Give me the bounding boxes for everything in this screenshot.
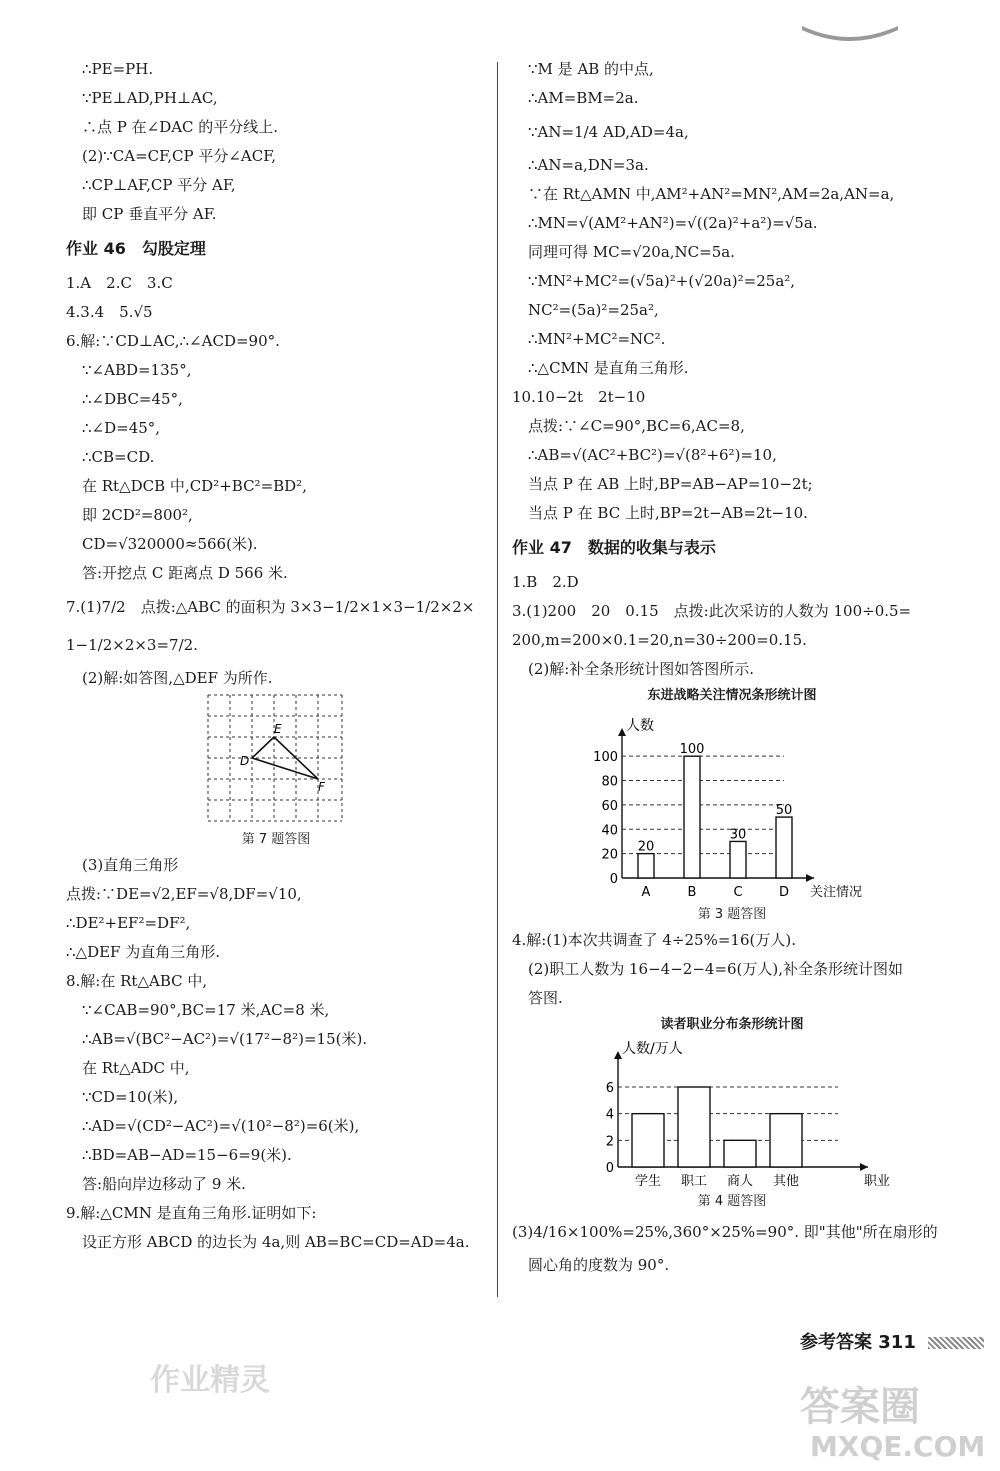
text-line: (2)∵CA=CF,CP 平分∠ACF,	[82, 147, 277, 165]
data-label: 100	[679, 742, 705, 758]
watermark-logo: 答案圈	[800, 1384, 920, 1430]
text-line: ∴AD=√(CD²−AC²)=√(10²−8²)=6(米),	[82, 1117, 360, 1135]
bar-chart-occupation	[582, 1037, 891, 1189]
section-heading-47: 作业 47 数据的收集与表示	[512, 538, 716, 557]
text-line: 在 Rt△DCB 中,CD²+BC²=BD²,	[82, 477, 307, 495]
grid-triangle-figure	[206, 693, 346, 825]
data-label: 50	[775, 803, 793, 819]
text-line: ∴CB=CD.	[82, 448, 155, 466]
text-line: ∴∠D=45°,	[82, 419, 161, 437]
text-line: ∴AB=√(BC²−AC²)=√(17²−8²)=15(米).	[82, 1030, 368, 1048]
y-tick-label: 60	[601, 798, 618, 814]
text-line: 1−1/2×2×3=7/2.	[66, 636, 198, 654]
bar	[724, 1140, 756, 1167]
footer-label: 参考答案	[800, 1332, 872, 1353]
text-line: ∴AM=BM=2a.	[528, 89, 639, 107]
page-footer	[800, 1328, 984, 1354]
text-line: ∴△DEF 为直角三角形.	[66, 943, 220, 961]
text-line: (2)职工人数为 16−4−2−4=6(万人),补全条形统计图如	[528, 960, 904, 978]
bar	[632, 1114, 664, 1167]
y-tick-label: 4	[605, 1107, 614, 1123]
y-axis-arrow	[618, 728, 626, 736]
data-label: 30	[729, 827, 747, 843]
x-tick-label: 商人	[726, 1174, 754, 1189]
text-line: 9.解:△CMN 是直角三角形.证明如下:	[66, 1204, 317, 1222]
text-line: 答:船向岸边移动了 9 米.	[82, 1175, 246, 1193]
text-line: 3.(1)200 20 0.15 点拨:此次采访的人数为 100÷0.5=	[512, 602, 912, 620]
vertex-label-d: D	[240, 754, 250, 768]
text-line: ∴△CMN 是直角三角形.	[528, 359, 689, 377]
x-tick-label: 学生	[634, 1174, 662, 1189]
vertex-label-e: E	[274, 722, 282, 736]
page-number: 311	[878, 1332, 916, 1353]
text-line: 10.10−2t 2t−10	[512, 388, 646, 406]
text-line: 4.3.4 5.√5	[66, 303, 153, 321]
text-line: ∴BD=AB−AD=15−6=9(米).	[82, 1146, 292, 1164]
text-line: 6.解:∵CD⊥AC,∴∠ACD=90°.	[66, 332, 280, 350]
y-tick-label: 6	[605, 1081, 614, 1096]
bar	[770, 1114, 802, 1167]
text-line: ∴PE=PH.	[82, 60, 154, 78]
text-line: ∵MN²+MC²=(√5a)²+(√20a)²=25a²,	[528, 272, 796, 290]
column-divider	[497, 62, 498, 1297]
y-tick-label: 80	[601, 774, 618, 790]
watermark-url: MXQE.COM	[810, 1430, 986, 1463]
text-line: ∴MN=√(AM²+AN²)=√((2a)²+a²)=√5a.	[528, 214, 818, 232]
y-tick-label: 2	[605, 1134, 614, 1150]
x-tick-label: B	[687, 885, 697, 900]
x-axis-arrow	[860, 1163, 868, 1171]
bar	[638, 854, 654, 878]
chart-1	[512, 708, 952, 904]
text-line: ∴∠DBC=45°,	[82, 390, 183, 408]
header-pattern	[800, 22, 900, 44]
right-column	[512, 55, 952, 1280]
text-line: 即 CP 垂直平分 AF.	[82, 205, 217, 223]
bar-chart-attention	[582, 708, 882, 900]
text-line: 设正方形 ABCD 的边长为 4a,则 AB=BC=CD=AD=4a.	[82, 1233, 470, 1251]
data-label: 20	[637, 839, 655, 855]
text-line: (2)解:补全条形统计图如答图所示.	[528, 660, 755, 678]
text-line: ∴AN=a,DN=3a.	[528, 156, 649, 174]
text-line: ∵AN=1/4 AD,AD=4a,	[528, 123, 689, 141]
text-line: ∵∠ABD=135°,	[82, 361, 192, 379]
chart-title-2: 读者职业分布条形统计图	[660, 1017, 804, 1032]
x-tick-label: D	[778, 885, 790, 900]
text-line: 圆心角的度数为 90°.	[528, 1256, 670, 1274]
y-tick-label: 100	[593, 750, 618, 766]
figure-caption: 第 7 题答图	[241, 832, 311, 847]
text-line: 4.解:(1)本次共调查了 4÷25%=16(万人).	[512, 931, 796, 949]
y-tick-label: 20	[601, 847, 618, 863]
left-column	[66, 55, 486, 1257]
x-axis-arrow	[806, 874, 814, 882]
text-line: 8.解:在 Rt△ABC 中,	[66, 972, 208, 990]
text-line: 答图.	[528, 989, 563, 1007]
x-tick-label: A	[641, 885, 651, 900]
chart-title-1: 东进战略关注情况条形统计图	[647, 688, 817, 703]
bar	[678, 1087, 710, 1167]
text-line: ∵PE⊥AD,PH⊥AC,	[82, 89, 218, 107]
text-line: 当点 P 在 BC 上时,BP=2t−AB=2t−10.	[528, 504, 808, 522]
text-line: ∵在 Rt△AMN 中,AM²+AN²=MN²,AM=2a,AN=a,	[528, 185, 895, 203]
text-line: ∴CP⊥AF,CP 平分 AF,	[82, 176, 236, 194]
y-tick-label: 40	[601, 823, 618, 839]
text-line: 1.A 2.C 3.C	[66, 274, 173, 292]
section-heading-46: 作业 46 勾股定理	[66, 239, 206, 258]
triangle-def	[252, 737, 318, 779]
text-line: (3)直角三角形	[82, 856, 179, 874]
text-line: ∴AB=√(AC²+BC²)=√(8²+6²)=10,	[528, 446, 777, 464]
y-tick-label: 0	[609, 872, 618, 887]
text-line: 200,m=200×0.1=20,n=30÷200=0.15.	[512, 631, 807, 649]
x-tick-label: 其他	[772, 1174, 800, 1189]
text-line: (3)4/16×100%=25%,360°×25%=90°. 即"其他"所在扇形的	[512, 1223, 938, 1241]
y-axis-label: 人数	[626, 718, 654, 734]
text-line: 当点 P 在 AB 上时,BP=AB−AP=10−2t;	[528, 475, 813, 493]
text-line: 同理可得 MC=√20a,NC=5a.	[528, 243, 735, 261]
text-line: 点拨:∵DE=√2,EF=√8,DF=√10,	[66, 885, 302, 903]
footer-decoration	[928, 1337, 984, 1349]
figure-caption: 第 4 题答图	[697, 1194, 767, 1209]
text-line: CD=√320000≈566(米).	[82, 535, 258, 553]
text-line: ∴点 P 在∠DAC 的平分线上.	[82, 118, 279, 136]
y-tick-label: 0	[605, 1161, 614, 1176]
text-line: 1.B 2.D	[512, 573, 579, 591]
y-axis-arrow	[614, 1051, 622, 1059]
text-line: 点拨:∵∠C=90°,BC=6,AC=8,	[528, 417, 745, 435]
text-line: (2)解:如答图,△DEF 为所作.	[82, 669, 273, 687]
text-line: ∴DE²+EF²=DF²,	[66, 914, 191, 932]
dashed-grid	[208, 695, 342, 821]
figure-7	[66, 693, 486, 829]
watermark-text: 作业精灵	[150, 1363, 270, 1398]
x-tick-label: 职工	[680, 1174, 708, 1189]
header-decoration	[800, 22, 900, 44]
bar	[776, 817, 792, 878]
bar	[684, 756, 700, 878]
x-tick-label: C	[733, 885, 743, 900]
text-line: ∵M 是 AB 的中点,	[528, 60, 654, 78]
text-line: 即 2CD²=800²,	[82, 506, 193, 524]
x-axis-label: 职业	[864, 1174, 891, 1189]
x-axis-label: 关注情况	[810, 885, 863, 900]
vertex-label-f: F	[318, 780, 325, 794]
text-line: 答:开挖点 C 距离点 D 566 米.	[82, 564, 288, 582]
text-line: ∵CD=10(米),	[82, 1088, 179, 1106]
text-line: ∵∠CAB=90°,BC=17 米,AC=8 米,	[82, 1001, 330, 1019]
figure-caption: 第 3 题答图	[697, 907, 767, 922]
bar	[730, 841, 746, 878]
text-line: NC²=(5a)²=25a²,	[528, 301, 659, 319]
text-line: ∴MN²+MC²=NC².	[528, 330, 666, 348]
text-line: 7.(1)7/2 点拨:△ABC 的面积为 3×3−1/2×1×3−1/2×2×	[66, 598, 475, 616]
text-line: 在 Rt△ADC 中,	[82, 1059, 190, 1077]
y-axis-label: 人数/万人	[622, 1041, 683, 1057]
chart-2	[512, 1037, 952, 1191]
